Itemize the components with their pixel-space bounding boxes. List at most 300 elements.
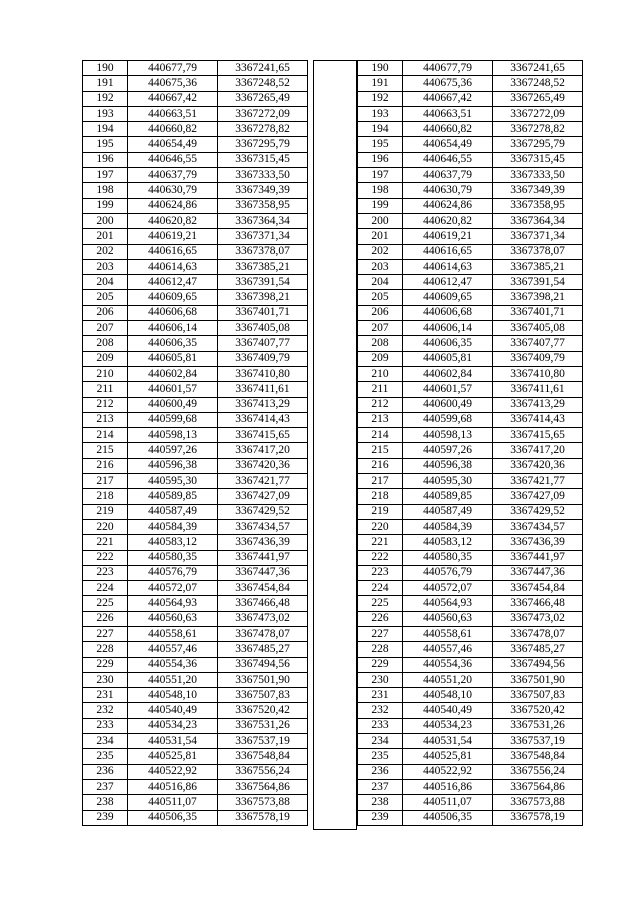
x-coordinate-cell: 440540,49 xyxy=(128,703,218,718)
table-row xyxy=(358,672,583,687)
y-coordinate-cell: 3367241,65 xyxy=(493,61,583,76)
x-coordinate-cell: 440675,36 xyxy=(403,76,493,91)
table-row xyxy=(358,535,583,550)
x-coordinate-cell: 440522,92 xyxy=(403,764,493,779)
table-row xyxy=(83,672,308,687)
y-coordinate-cell: 3367485,27 xyxy=(218,642,308,657)
table-row xyxy=(358,397,583,412)
y-coordinate-cell: 3367548,84 xyxy=(493,749,583,764)
point-number-cell: 218 xyxy=(358,489,403,504)
point-number-cell: 200 xyxy=(83,213,128,228)
x-coordinate-cell: 440619,21 xyxy=(403,229,493,244)
x-coordinate-cell: 440609,65 xyxy=(403,290,493,305)
y-coordinate-cell: 3367564,86 xyxy=(493,779,583,794)
x-coordinate-cell: 440624,86 xyxy=(128,198,218,213)
y-coordinate-cell: 3367447,36 xyxy=(493,565,583,580)
y-coordinate-cell: 3367434,57 xyxy=(493,519,583,534)
point-number-cell: 194 xyxy=(358,122,403,137)
table-row xyxy=(358,734,583,749)
x-coordinate-cell: 440606,14 xyxy=(128,321,218,336)
point-number-cell: 229 xyxy=(358,657,403,672)
table-row xyxy=(83,275,308,290)
y-coordinate-cell: 3367295,79 xyxy=(218,137,308,152)
x-coordinate-cell: 440616,65 xyxy=(128,244,218,259)
table-row xyxy=(83,61,308,76)
point-number-cell: 201 xyxy=(358,229,403,244)
point-number-cell: 238 xyxy=(83,795,128,810)
point-number-cell: 216 xyxy=(83,458,128,473)
y-coordinate-cell: 3367411,61 xyxy=(218,382,308,397)
y-coordinate-cell: 3367410,80 xyxy=(493,366,583,381)
x-coordinate-cell: 440612,47 xyxy=(403,275,493,290)
y-coordinate-cell: 3367420,36 xyxy=(218,458,308,473)
y-coordinate-cell: 3367405,08 xyxy=(493,321,583,336)
point-number-cell: 191 xyxy=(83,76,128,91)
table-row xyxy=(358,519,583,534)
point-number-cell: 206 xyxy=(358,305,403,320)
y-coordinate-cell: 3367520,42 xyxy=(493,703,583,718)
y-coordinate-cell: 3367278,82 xyxy=(218,122,308,137)
y-coordinate-cell: 3367378,07 xyxy=(218,244,308,259)
x-coordinate-cell: 440506,35 xyxy=(128,810,218,825)
point-number-cell: 224 xyxy=(83,581,128,596)
y-coordinate-cell: 3367537,19 xyxy=(218,734,308,749)
table-row xyxy=(83,626,308,641)
point-number-cell: 239 xyxy=(358,810,403,825)
point-number-cell: 239 xyxy=(83,810,128,825)
y-coordinate-cell: 3367578,19 xyxy=(493,810,583,825)
coordinates-table-right-body xyxy=(358,61,583,826)
x-coordinate-cell: 440606,68 xyxy=(403,305,493,320)
y-coordinate-cell: 3367436,39 xyxy=(493,535,583,550)
table-row xyxy=(358,657,583,672)
y-coordinate-cell: 3367315,45 xyxy=(493,152,583,167)
table-row xyxy=(358,565,583,580)
point-number-cell: 237 xyxy=(358,779,403,794)
table-row xyxy=(83,229,308,244)
point-number-cell: 227 xyxy=(83,626,128,641)
y-coordinate-cell: 3367391,54 xyxy=(218,275,308,290)
point-number-cell: 227 xyxy=(358,626,403,641)
x-coordinate-cell: 440614,63 xyxy=(403,259,493,274)
table-row xyxy=(358,122,583,137)
table-row xyxy=(83,168,308,183)
x-coordinate-cell: 440624,86 xyxy=(403,198,493,213)
x-coordinate-cell: 440534,23 xyxy=(403,718,493,733)
y-coordinate-cell: 3367265,49 xyxy=(493,91,583,106)
table-row xyxy=(358,336,583,351)
point-number-cell: 215 xyxy=(83,443,128,458)
point-number-cell: 228 xyxy=(358,642,403,657)
x-coordinate-cell: 440675,36 xyxy=(128,76,218,91)
x-coordinate-cell: 440599,68 xyxy=(128,412,218,427)
point-number-cell: 190 xyxy=(83,61,128,76)
x-coordinate-cell: 440677,79 xyxy=(403,61,493,76)
point-number-cell: 191 xyxy=(358,76,403,91)
y-coordinate-cell: 3367494,56 xyxy=(493,657,583,672)
y-coordinate-cell: 3367501,90 xyxy=(218,672,308,687)
y-coordinate-cell: 3367427,09 xyxy=(493,489,583,504)
x-coordinate-cell: 440560,63 xyxy=(128,611,218,626)
x-coordinate-cell: 440560,63 xyxy=(403,611,493,626)
point-number-cell: 226 xyxy=(83,611,128,626)
table-row xyxy=(83,290,308,305)
table-row xyxy=(358,351,583,366)
point-number-cell: 206 xyxy=(83,305,128,320)
y-coordinate-cell: 3367278,82 xyxy=(493,122,583,137)
y-coordinate-cell: 3367573,88 xyxy=(218,795,308,810)
x-coordinate-cell: 440595,30 xyxy=(403,474,493,489)
y-coordinate-cell: 3367485,27 xyxy=(493,642,583,657)
x-coordinate-cell: 440554,36 xyxy=(403,657,493,672)
table-row xyxy=(83,535,308,550)
x-coordinate-cell: 440564,93 xyxy=(128,596,218,611)
table-row xyxy=(83,305,308,320)
point-number-cell: 217 xyxy=(358,474,403,489)
y-coordinate-cell: 3367391,54 xyxy=(493,275,583,290)
table-row xyxy=(358,810,583,825)
point-number-cell: 220 xyxy=(83,519,128,534)
y-coordinate-cell: 3367398,21 xyxy=(493,290,583,305)
x-coordinate-cell: 440596,38 xyxy=(403,458,493,473)
y-coordinate-cell: 3367507,83 xyxy=(493,688,583,703)
y-coordinate-cell: 3367454,84 xyxy=(218,581,308,596)
point-number-cell: 213 xyxy=(358,412,403,427)
table-row xyxy=(358,764,583,779)
point-number-cell: 237 xyxy=(83,779,128,794)
x-coordinate-cell: 440620,82 xyxy=(403,213,493,228)
y-coordinate-cell: 3367501,90 xyxy=(493,672,583,687)
y-coordinate-cell: 3367409,79 xyxy=(493,351,583,366)
point-number-cell: 199 xyxy=(358,198,403,213)
x-coordinate-cell: 440605,81 xyxy=(403,351,493,366)
point-number-cell: 210 xyxy=(358,366,403,381)
table-row xyxy=(358,137,583,152)
table-row xyxy=(358,489,583,504)
point-number-cell: 224 xyxy=(358,581,403,596)
point-number-cell: 195 xyxy=(83,137,128,152)
x-coordinate-cell: 440654,49 xyxy=(128,137,218,152)
y-coordinate-cell: 3367415,65 xyxy=(218,428,308,443)
x-coordinate-cell: 440637,79 xyxy=(403,168,493,183)
y-coordinate-cell: 3367401,71 xyxy=(218,305,308,320)
point-number-cell: 218 xyxy=(83,489,128,504)
y-coordinate-cell: 3367364,34 xyxy=(218,213,308,228)
table-row xyxy=(83,703,308,718)
x-coordinate-cell: 440677,79 xyxy=(128,61,218,76)
point-number-cell: 200 xyxy=(358,213,403,228)
y-coordinate-cell: 3367494,56 xyxy=(218,657,308,672)
y-coordinate-cell: 3367415,65 xyxy=(493,428,583,443)
y-coordinate-cell: 3367364,34 xyxy=(493,213,583,228)
y-coordinate-cell: 3367349,39 xyxy=(218,183,308,198)
y-coordinate-cell: 3367272,09 xyxy=(493,106,583,121)
x-coordinate-cell: 440609,65 xyxy=(128,290,218,305)
y-coordinate-cell: 3367385,21 xyxy=(218,259,308,274)
y-coordinate-cell: 3367378,07 xyxy=(493,244,583,259)
x-coordinate-cell: 440516,86 xyxy=(403,779,493,794)
table-row xyxy=(83,443,308,458)
x-coordinate-cell: 440614,63 xyxy=(128,259,218,274)
table-row xyxy=(83,764,308,779)
table-row xyxy=(83,366,308,381)
y-coordinate-cell: 3367413,29 xyxy=(218,397,308,412)
point-number-cell: 223 xyxy=(83,565,128,580)
table-row xyxy=(83,474,308,489)
x-coordinate-cell: 440667,42 xyxy=(403,91,493,106)
table-row xyxy=(83,581,308,596)
table-row xyxy=(358,795,583,810)
x-coordinate-cell: 440663,51 xyxy=(403,106,493,121)
table-row xyxy=(83,183,308,198)
point-number-cell: 210 xyxy=(83,366,128,381)
point-number-cell: 230 xyxy=(358,672,403,687)
x-coordinate-cell: 440557,46 xyxy=(128,642,218,657)
point-number-cell: 208 xyxy=(83,336,128,351)
y-coordinate-cell: 3367417,20 xyxy=(218,443,308,458)
x-coordinate-cell: 440667,42 xyxy=(128,91,218,106)
y-coordinate-cell: 3367434,57 xyxy=(218,519,308,534)
y-coordinate-cell: 3367410,80 xyxy=(218,366,308,381)
y-coordinate-cell: 3367520,42 xyxy=(218,703,308,718)
y-coordinate-cell: 3367358,95 xyxy=(218,198,308,213)
table-row xyxy=(83,321,308,336)
point-number-cell: 197 xyxy=(358,168,403,183)
x-coordinate-cell: 440598,13 xyxy=(128,428,218,443)
table-row xyxy=(83,91,308,106)
table-row xyxy=(358,474,583,489)
y-coordinate-cell: 3367436,39 xyxy=(218,535,308,550)
x-coordinate-cell: 440540,49 xyxy=(403,703,493,718)
table-row xyxy=(83,397,308,412)
table-row xyxy=(83,152,308,167)
y-coordinate-cell: 3367411,61 xyxy=(493,382,583,397)
y-coordinate-cell: 3367272,09 xyxy=(218,106,308,121)
point-number-cell: 222 xyxy=(358,550,403,565)
x-coordinate-cell: 440554,36 xyxy=(128,657,218,672)
coordinates-table-left-body xyxy=(83,61,308,826)
y-coordinate-cell: 3367556,24 xyxy=(218,764,308,779)
x-coordinate-cell: 440616,65 xyxy=(403,244,493,259)
table-row xyxy=(83,688,308,703)
point-number-cell: 202 xyxy=(83,244,128,259)
x-coordinate-cell: 440548,10 xyxy=(403,688,493,703)
y-coordinate-cell: 3367531,26 xyxy=(218,718,308,733)
point-number-cell: 205 xyxy=(358,290,403,305)
y-coordinate-cell: 3367333,50 xyxy=(218,168,308,183)
table-row xyxy=(358,428,583,443)
table-row xyxy=(83,198,308,213)
y-coordinate-cell: 3367427,09 xyxy=(218,489,308,504)
x-coordinate-cell: 440531,54 xyxy=(128,734,218,749)
point-number-cell: 219 xyxy=(358,504,403,519)
x-coordinate-cell: 440551,20 xyxy=(403,672,493,687)
point-number-cell: 204 xyxy=(83,275,128,290)
point-number-cell: 214 xyxy=(83,428,128,443)
point-number-cell: 233 xyxy=(358,718,403,733)
point-number-cell: 192 xyxy=(83,91,128,106)
table-row xyxy=(358,626,583,641)
table-row xyxy=(83,259,308,274)
point-number-cell: 215 xyxy=(358,443,403,458)
x-coordinate-cell: 440584,39 xyxy=(403,519,493,534)
table-row xyxy=(83,213,308,228)
table-row xyxy=(358,275,583,290)
point-number-cell: 216 xyxy=(358,458,403,473)
y-coordinate-cell: 3367333,50 xyxy=(493,168,583,183)
x-coordinate-cell: 440576,79 xyxy=(128,565,218,580)
x-coordinate-cell: 440583,12 xyxy=(128,535,218,550)
y-coordinate-cell: 3367409,79 xyxy=(218,351,308,366)
y-coordinate-cell: 3367315,45 xyxy=(218,152,308,167)
point-number-cell: 209 xyxy=(83,351,128,366)
x-coordinate-cell: 440602,84 xyxy=(128,366,218,381)
table-row xyxy=(358,458,583,473)
point-number-cell: 232 xyxy=(83,703,128,718)
x-coordinate-cell: 440605,81 xyxy=(128,351,218,366)
y-coordinate-cell: 3367414,43 xyxy=(218,412,308,427)
y-coordinate-cell: 3367248,52 xyxy=(493,76,583,91)
x-coordinate-cell: 440506,35 xyxy=(403,810,493,825)
y-coordinate-cell: 3367578,19 xyxy=(218,810,308,825)
y-coordinate-cell: 3367429,52 xyxy=(218,504,308,519)
y-coordinate-cell: 3367548,84 xyxy=(218,749,308,764)
table-row xyxy=(358,504,583,519)
table-row xyxy=(83,734,308,749)
point-number-cell: 190 xyxy=(358,61,403,76)
point-number-cell: 203 xyxy=(83,259,128,274)
point-number-cell: 231 xyxy=(83,688,128,703)
x-coordinate-cell: 440584,39 xyxy=(128,519,218,534)
y-coordinate-cell: 3367385,21 xyxy=(493,259,583,274)
point-number-cell: 221 xyxy=(358,535,403,550)
x-coordinate-cell: 440576,79 xyxy=(403,565,493,580)
x-coordinate-cell: 440606,68 xyxy=(128,305,218,320)
table-row xyxy=(83,106,308,121)
table-row xyxy=(358,213,583,228)
x-coordinate-cell: 440600,49 xyxy=(128,397,218,412)
table-row xyxy=(83,550,308,565)
x-coordinate-cell: 440599,68 xyxy=(403,412,493,427)
table-row xyxy=(358,259,583,274)
point-number-cell: 221 xyxy=(83,535,128,550)
table-row xyxy=(83,779,308,794)
table-row xyxy=(83,749,308,764)
point-number-cell: 203 xyxy=(358,259,403,274)
y-coordinate-cell: 3367371,34 xyxy=(493,229,583,244)
point-number-cell: 238 xyxy=(358,795,403,810)
x-coordinate-cell: 440597,26 xyxy=(403,443,493,458)
y-coordinate-cell: 3367573,88 xyxy=(493,795,583,810)
y-coordinate-cell: 3367473,02 xyxy=(218,611,308,626)
table-row xyxy=(358,305,583,320)
table-row xyxy=(358,366,583,381)
x-coordinate-cell: 440595,30 xyxy=(128,474,218,489)
y-coordinate-cell: 3367441,97 xyxy=(218,550,308,565)
point-number-cell: 201 xyxy=(83,229,128,244)
x-coordinate-cell: 440596,38 xyxy=(128,458,218,473)
table-row xyxy=(358,412,583,427)
x-coordinate-cell: 440630,79 xyxy=(128,183,218,198)
table-row xyxy=(358,382,583,397)
point-number-cell: 235 xyxy=(358,749,403,764)
x-coordinate-cell: 440572,07 xyxy=(128,581,218,596)
x-coordinate-cell: 440525,81 xyxy=(128,749,218,764)
x-coordinate-cell: 440587,49 xyxy=(128,504,218,519)
point-number-cell: 214 xyxy=(358,428,403,443)
table-row xyxy=(83,76,308,91)
x-coordinate-cell: 440583,12 xyxy=(403,535,493,550)
point-number-cell: 226 xyxy=(358,611,403,626)
x-coordinate-cell: 440525,81 xyxy=(403,749,493,764)
table-row xyxy=(83,428,308,443)
point-number-cell: 232 xyxy=(358,703,403,718)
y-coordinate-cell: 3367407,77 xyxy=(218,336,308,351)
y-coordinate-cell: 3367413,29 xyxy=(493,397,583,412)
point-number-cell: 196 xyxy=(358,152,403,167)
x-coordinate-cell: 440589,85 xyxy=(403,489,493,504)
x-coordinate-cell: 440587,49 xyxy=(403,504,493,519)
point-number-cell: 225 xyxy=(83,596,128,611)
point-number-cell: 233 xyxy=(83,718,128,733)
x-coordinate-cell: 440606,35 xyxy=(128,336,218,351)
y-coordinate-cell: 3367265,49 xyxy=(218,91,308,106)
x-coordinate-cell: 440511,07 xyxy=(128,795,218,810)
y-coordinate-cell: 3367507,83 xyxy=(218,688,308,703)
point-number-cell: 225 xyxy=(358,596,403,611)
y-coordinate-cell: 3367371,34 xyxy=(218,229,308,244)
point-number-cell: 212 xyxy=(358,397,403,412)
table-row xyxy=(83,382,308,397)
x-coordinate-cell: 440531,54 xyxy=(403,734,493,749)
point-number-cell: 198 xyxy=(83,183,128,198)
point-number-cell: 234 xyxy=(358,734,403,749)
table-gap-divider xyxy=(313,60,357,830)
table-row xyxy=(358,749,583,764)
point-number-cell: 195 xyxy=(358,137,403,152)
table-row xyxy=(358,642,583,657)
table-row xyxy=(358,76,583,91)
y-coordinate-cell: 3367349,39 xyxy=(493,183,583,198)
x-coordinate-cell: 440654,49 xyxy=(403,137,493,152)
table-row xyxy=(358,106,583,121)
table-row xyxy=(358,550,583,565)
point-number-cell: 213 xyxy=(83,412,128,427)
table-row xyxy=(83,489,308,504)
table-row xyxy=(83,565,308,580)
point-number-cell: 220 xyxy=(358,519,403,534)
point-number-cell: 197 xyxy=(83,168,128,183)
y-coordinate-cell: 3367466,48 xyxy=(493,596,583,611)
table-row xyxy=(83,596,308,611)
point-number-cell: 207 xyxy=(83,321,128,336)
point-number-cell: 207 xyxy=(358,321,403,336)
table-row xyxy=(83,137,308,152)
point-number-cell: 236 xyxy=(83,764,128,779)
x-coordinate-cell: 440534,23 xyxy=(128,718,218,733)
point-number-cell: 192 xyxy=(358,91,403,106)
point-number-cell: 212 xyxy=(83,397,128,412)
point-number-cell: 209 xyxy=(358,351,403,366)
point-number-cell: 193 xyxy=(358,106,403,121)
table-row xyxy=(358,198,583,213)
x-coordinate-cell: 440660,82 xyxy=(128,122,218,137)
table-row xyxy=(358,91,583,106)
y-coordinate-cell: 3367420,36 xyxy=(493,458,583,473)
point-number-cell: 202 xyxy=(358,244,403,259)
x-coordinate-cell: 440548,10 xyxy=(128,688,218,703)
x-coordinate-cell: 440511,07 xyxy=(403,795,493,810)
